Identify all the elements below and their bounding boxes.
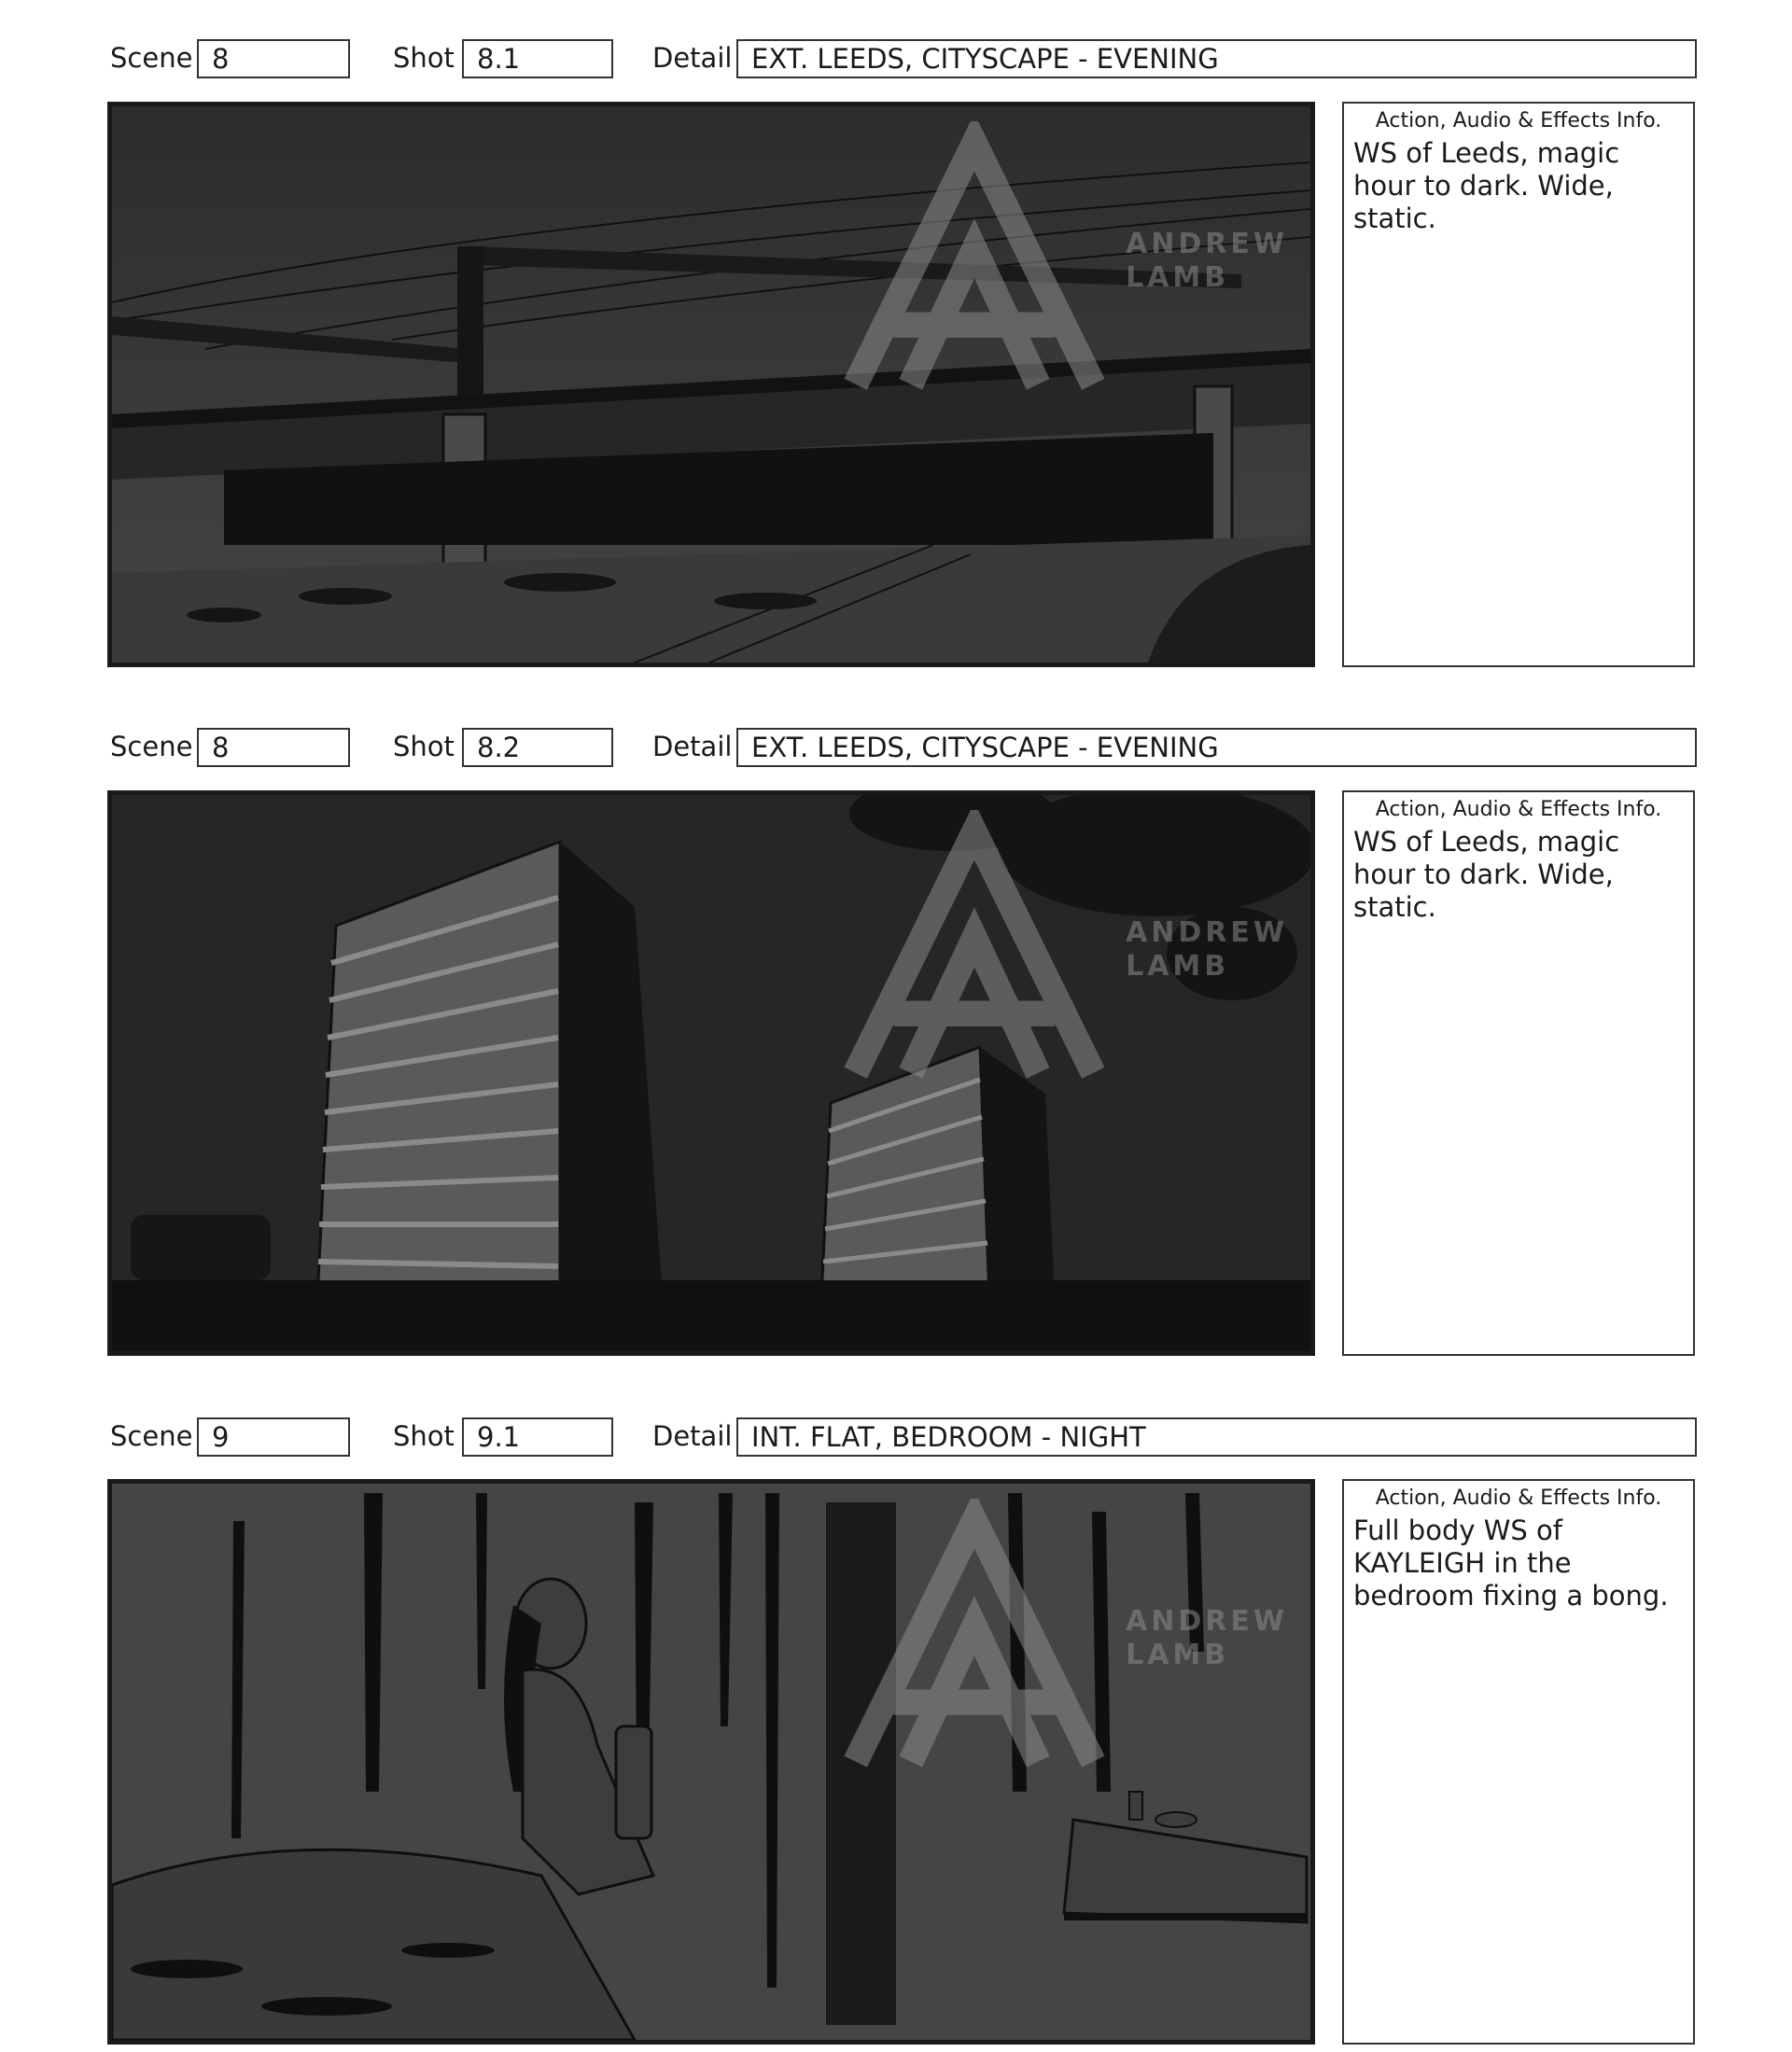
shot-label: Shot — [393, 731, 455, 762]
watermark — [834, 1499, 1288, 1779]
watermark-line2: LAMB — [1126, 261, 1230, 294]
logo-a-icon — [834, 1499, 1114, 1779]
shot-label: Shot — [393, 42, 455, 74]
storyboard-frame-3 — [107, 1479, 1315, 2045]
watermark — [834, 121, 1288, 401]
panel-3-header — [0, 1417, 1792, 1453]
storyboard-frame-1 — [107, 102, 1315, 667]
detail-label: Detail — [652, 1420, 733, 1452]
shot-label: Shot — [393, 1420, 455, 1452]
watermark-line1: ANDREW — [1126, 916, 1288, 949]
panel-1-header — [0, 39, 1792, 75]
notes-box-3 — [1342, 1479, 1695, 2045]
notes-text[interactable]: WS of Leeds, magic hour to dark. Wide, static. — [1353, 826, 1620, 923]
watermark — [834, 810, 1288, 1090]
scene-label: Scene — [110, 42, 193, 74]
notes-text[interactable]: WS of Leeds, magic hour to dark. Wide, static. — [1353, 137, 1620, 234]
panel-2-header — [0, 728, 1792, 763]
scene-field[interactable]: 9 — [197, 1417, 350, 1457]
watermark-line1: ANDREW — [1126, 228, 1288, 260]
detail-field[interactable]: INT. FLAT, BEDROOM - NIGHT — [736, 1417, 1697, 1457]
shot-field[interactable]: 8.1 — [462, 39, 613, 78]
detail-label: Detail — [652, 731, 733, 762]
notes-box-1 — [1342, 102, 1695, 667]
notes-box-2 — [1342, 790, 1695, 1356]
watermark-line2: LAMB — [1126, 1639, 1230, 1671]
watermark-line2: LAMB — [1126, 950, 1230, 983]
logo-a-icon — [834, 121, 1114, 401]
scene-field[interactable]: 8 — [197, 728, 350, 767]
notes-text[interactable]: Full body WS of KAYLEIGH in the bedroom fixing a bong. — [1353, 1515, 1669, 1612]
notes-title: Action, Audio & Effects Info. — [1375, 1487, 1662, 1510]
scene-label: Scene — [110, 731, 193, 762]
shot-field[interactable]: 8.2 — [462, 728, 613, 767]
scene-field[interactable]: 8 — [197, 39, 350, 78]
shot-field[interactable]: 9.1 — [462, 1417, 613, 1457]
watermark-line1: ANDREW — [1126, 1605, 1288, 1638]
logo-a-icon — [834, 810, 1114, 1090]
storyboard-frame-2 — [107, 790, 1315, 1356]
detail-field[interactable]: EXT. LEEDS, CITYSCAPE - EVENING — [736, 728, 1697, 767]
scene-label: Scene — [110, 1420, 193, 1452]
notes-title: Action, Audio & Effects Info. — [1375, 798, 1662, 821]
detail-field[interactable]: EXT. LEEDS, CITYSCAPE - EVENING — [736, 39, 1697, 78]
notes-title: Action, Audio & Effects Info. — [1375, 109, 1662, 133]
detail-label: Detail — [652, 42, 733, 74]
